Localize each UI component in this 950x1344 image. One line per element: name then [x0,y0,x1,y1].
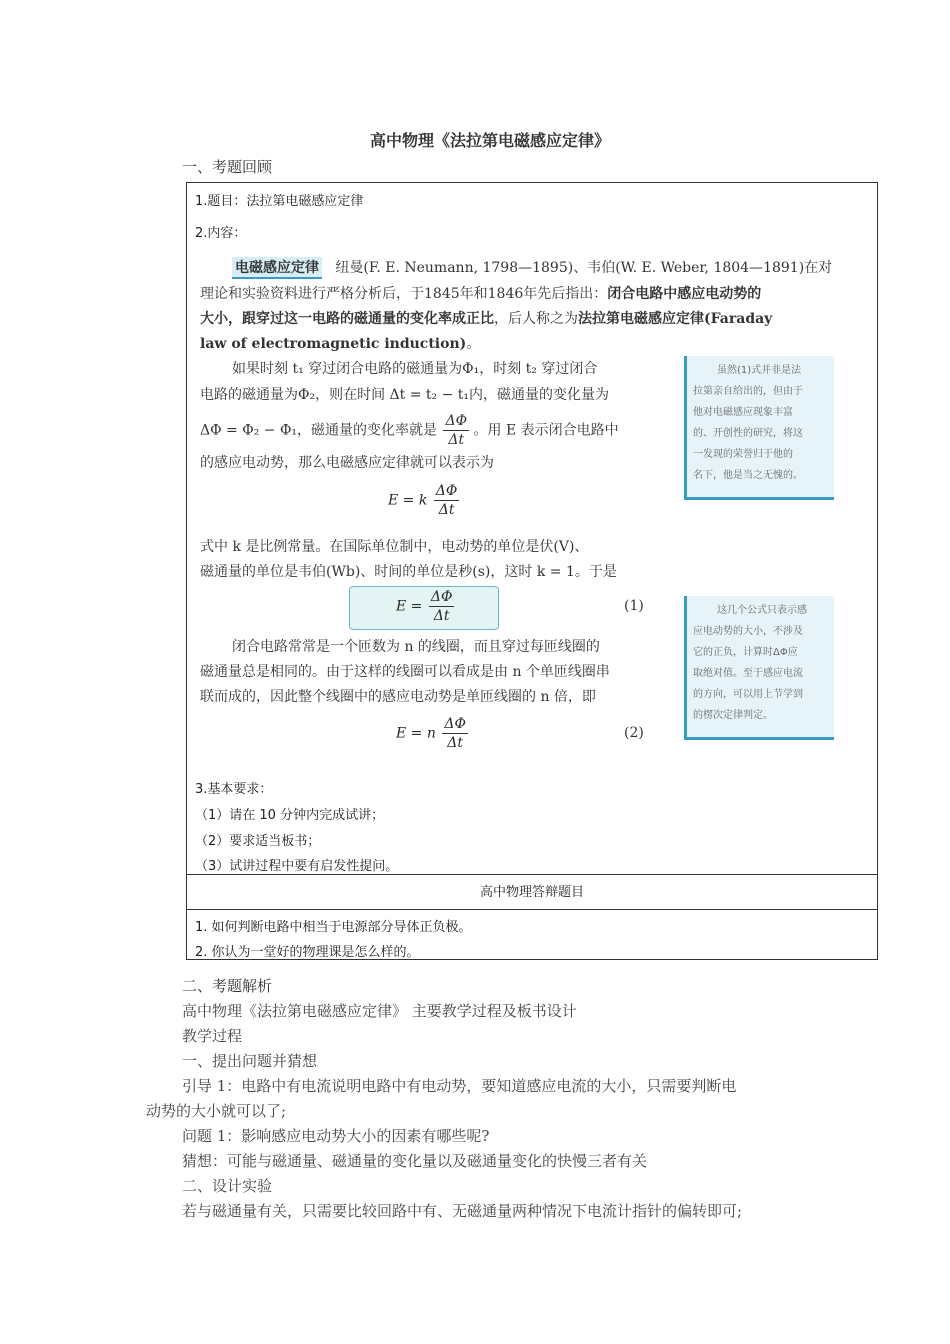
book-para3-line2: 磁通量的单位是韦伯(Wb)、时间的单位是秒(s)，这时 k = 1。于是 [200,564,617,580]
guide-1-line1: 引导 1：电路中有电流说明电路中有电动势，要知道感应电流的大小，只需要判断电 [182,1077,737,1095]
equation-lhs: E = [396,598,423,615]
hypothesis: 猜想：可能与磁通量、磁通量的变化量以及磁通量变化的快慢三者有关 [182,1152,648,1170]
qa-item: 1. 如何判断电路中相当于电源部分导体正负极。 [195,920,472,935]
side-note-1 [684,356,834,500]
book-text: 。用 E 表示闭合电路中 [473,422,619,439]
frac-numerator: ΔΦ [445,413,468,429]
guide-1-line2: 动势的大小就可以了; [146,1102,287,1120]
book-para1-line2 [200,283,761,303]
book-bold-text: law of electromagnetic induction) [200,336,467,352]
equation-k [388,482,459,519]
book-para4-line3: 联而成的，因此整个线圈中的感应电动势是单匝线圈的 n 倍，即 [200,689,596,705]
equation-lhs: E = n [396,725,436,742]
book-text: 。 [466,336,481,352]
book-para1-line3 [200,308,772,328]
equation-2-number: (2) [624,725,644,741]
equation-1 [396,588,454,625]
frac-denominator: Δt [447,735,463,751]
book-para2-line2: 电路的磁通量为Φ₂，则在时间 Δt = t₂ − t₁内，磁通量的变化量为 [200,387,610,403]
content-label: 2.内容： [195,226,247,241]
analysis-subtitle: 高中物理《法拉第电磁感应定律》 主要教学过程及板书设计 [182,1002,577,1020]
frac-numerator: ΔΦ [444,716,466,732]
book-para4-line1: 闭合电路常常是一个匝数为 n 的线圈，而且穿过每匝线圈的 [232,639,600,655]
section-heading-review: 一、考题回顾 [182,158,273,176]
side-note-line: 虽然(1)式并非是法 [717,365,802,376]
fraction-dphi-dt [429,588,455,625]
step-2-heading: 二、设计实验 [182,1177,273,1195]
fraction-dphi-dt [442,715,468,752]
book-para1-text: 纽曼(F. E. Neumann, 1798—1895)、韦伯(W. E. Weber, 1804—1891)在对 [335,260,833,276]
book-bold-text: 闭合电路中感应电动势的 [607,286,762,302]
side-note-line: 名下，他是当之无愧的。 [693,470,803,481]
side-note-line: 一发现的荣誉归于他的 [693,449,793,460]
requirement-item: （3）试讲过程中要有启发性提问。 [195,859,399,874]
side-note-line: 的方向，可以用上节学到 [693,689,803,700]
fraction-dphi-dt [434,482,460,519]
side-note-line: 的楞次定律判定。 [693,710,773,721]
side-note-line: 拉第亲自给出的，但由于 [693,386,803,397]
frac-numerator: ΔΦ [435,483,458,499]
book-para2-line3 [200,412,619,449]
side-note-2 [684,596,834,740]
side-note-line: 他对电磁感应现象丰富 [693,407,793,418]
frac-denominator: Δt [448,432,465,448]
fraction-dphi-dt [443,412,469,449]
frac-denominator: Δt [433,608,450,624]
book-para4-line2: 磁通量总是相同的。由于这样的线圈可以看成是由 n 个单匝线圈串 [200,664,610,680]
side-note-line: 取绝对值。至于感应电流 [693,668,803,679]
step-1-heading: 一、提出问题并猜想 [182,1052,318,1070]
frac-numerator: ΔΦ [430,589,453,605]
equation-lhs: E = k [388,492,428,509]
side-note-line: 的、开创性的研究，将这 [693,428,803,439]
book-para2-line4: 的感应电动势，那么电磁感应定律就可以表示为 [200,455,494,471]
requirement-item: （1）请在 10 分钟内完成试讲； [195,808,385,823]
book-para1-line1 [232,257,832,279]
book-text: ΔΦ = Φ₂ − Φ₁，磁通量的变化率就是 [200,422,438,439]
keyword-highlight: 电磁感应定律 [232,257,322,279]
requirements-label: 3.基本要求： [195,782,273,797]
table-divider [187,874,877,875]
book-text: ，后人称之为 [494,311,578,327]
experiment-design: 若与磁通量有关，只需要比较回路中有、无磁通量两种情况下电流计指针的偏转即可; [182,1202,743,1220]
book-para2-line1: 如果时刻 t₁ 穿过闭合电路的磁通量为Φ₁，时刻 t₂ 穿过闭合 [232,361,598,377]
frac-denominator: Δt [438,502,455,518]
section-heading-analysis: 二、考题解析 [182,977,273,995]
book-bold-text: 大小，跟穿过这一电路的磁通量的变化率成正比 [200,311,494,327]
table-divider [187,909,877,910]
qa-item: 2. 你认为一堂好的物理课是怎么样的。 [195,945,420,960]
book-para1-line4 [200,333,480,353]
equation-2 [396,715,468,752]
equation-1-number: (1) [624,598,644,614]
side-note-line: 它的正负，计算时ΔΦ应 [693,647,798,658]
book-para3-line1: 式中 k 是比例常量。在国际单位制中，电动势的单位是伏(V)、 [200,539,589,555]
question-1: 问题 1：影响感应电动势大小的因素有哪些呢? [182,1127,490,1145]
book-bold-text: 法拉第电磁感应定律(Faraday [578,311,773,327]
teaching-process-label: 教学过程 [182,1027,243,1045]
page-title: 高中物理《法拉第电磁感应定律》 [369,131,610,150]
side-note-line: 应电动势的大小，不涉及 [693,626,803,637]
side-note-line: 这几个公式只表示感 [717,605,807,616]
topic-line: 1.题目：法拉第电磁感应定律 [195,194,364,209]
qa-title: 高中物理答辩题目 [479,885,584,900]
requirement-item: （2）要求适当板书； [195,834,321,849]
book-text: 理论和实验资料进行严格分析后，于1845年和1846年先后指出： [200,286,608,302]
